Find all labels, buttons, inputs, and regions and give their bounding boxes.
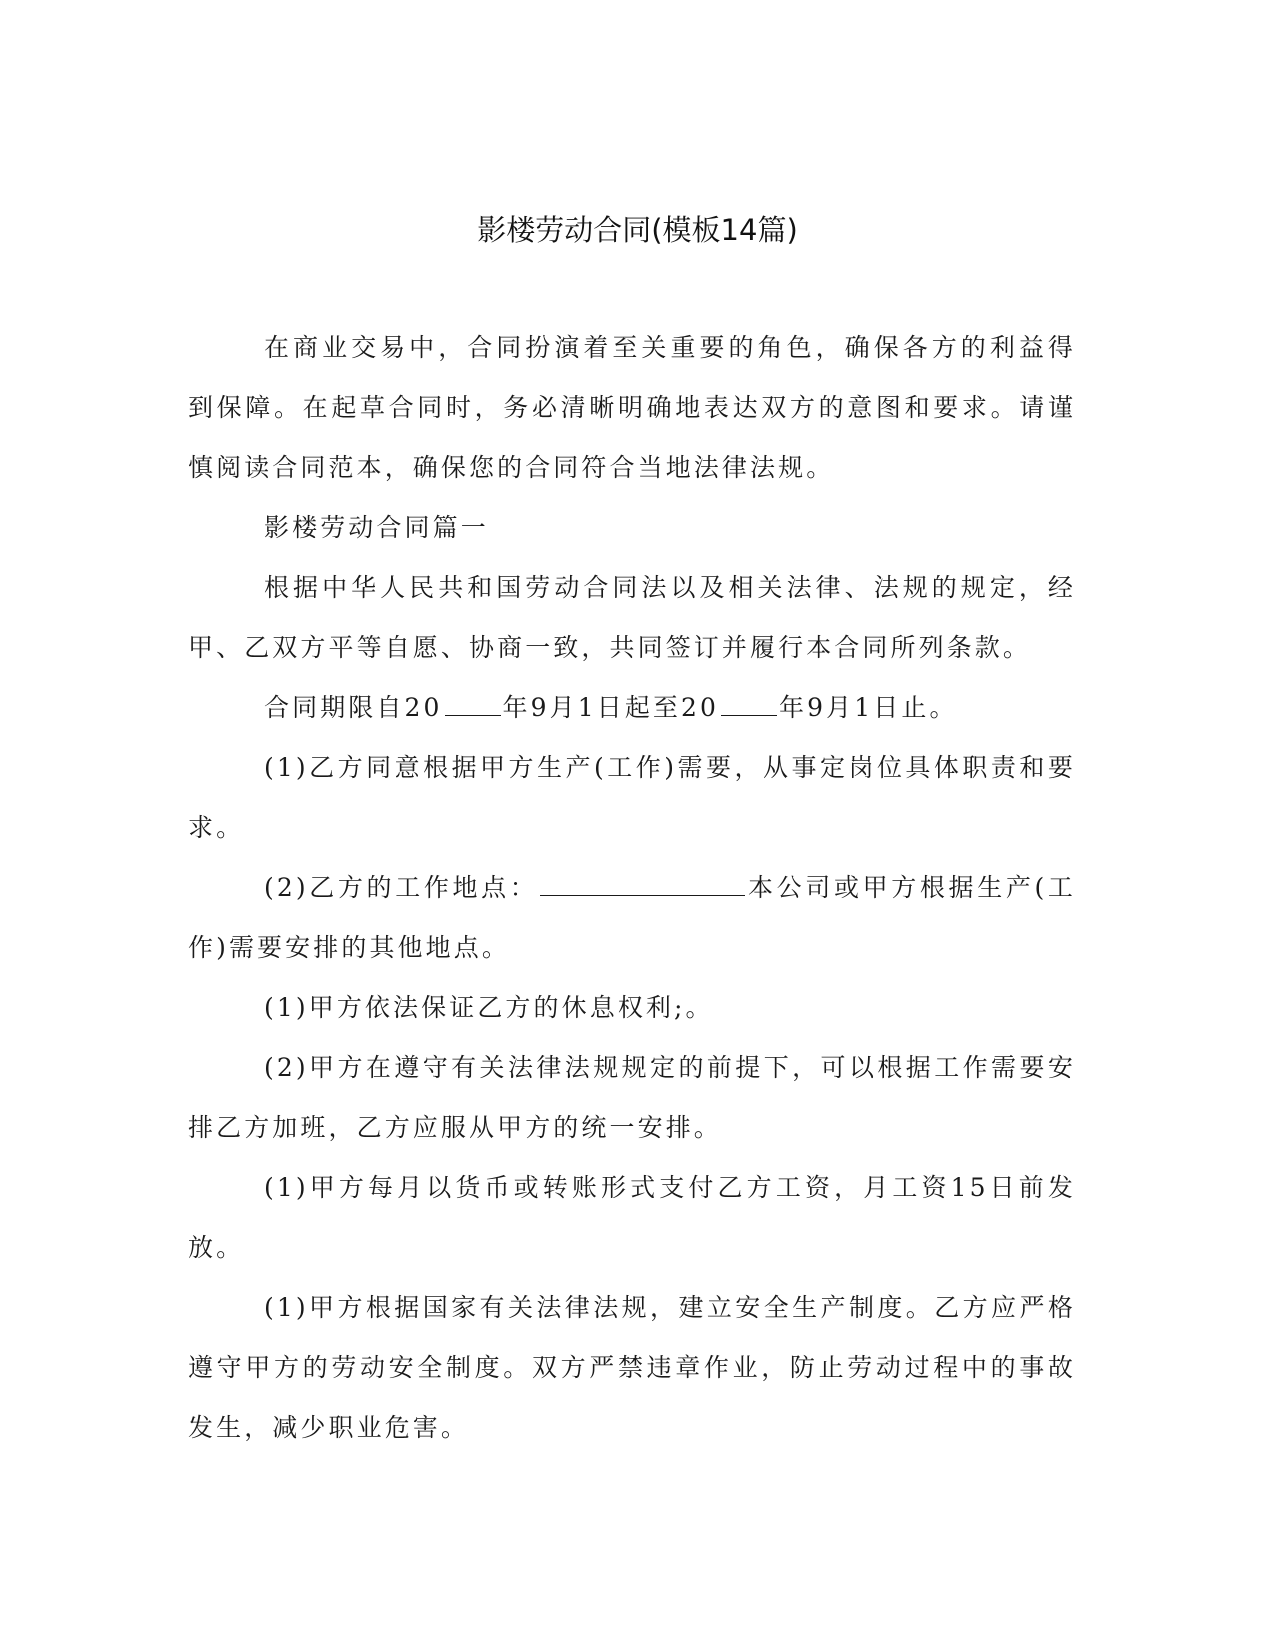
rest-paragraph-2: (2)甲方在遵守有关法律法规规定的前提下，可以根据工作需要安排乙方加班，乙方应服从甲方的统一安排。 [188, 1053, 1076, 1142]
intro-paragraph: 在商业交易中，合同扮演着至关重要的角色，确保各方的利益得到保障。在起草合同时，务必清晰明确地表达双方的意图和要求。请谨慎阅读合同范本，确保您的合同符合当地法律法规。 [188, 333, 1076, 482]
safety-paragraph: (1)甲方根据国家有关法律法规，建立安全生产制度。乙方应严格遵守甲方的劳动安全制度。双方严禁违章作业，防止劳动过程中的事故发生，减少职业危害。 [188, 1293, 1076, 1442]
work-place-paragraph [188, 858, 1076, 978]
term-start-year-blank [445, 691, 501, 716]
term-text-middle: 年9月1日起至20 [502, 693, 720, 722]
section-heading: 影楼劳动合同篇一 [264, 513, 489, 542]
work-place-label: (2)乙方的工作地点： [264, 873, 539, 902]
rest-paragraph-1: (1)甲方依法保证乙方的休息权利;。 [264, 993, 714, 1022]
work-place-blank [540, 871, 745, 896]
duty-paragraph: (1)乙方同意根据甲方生产(工作)需要，从事定岗位具体职责和要求。 [188, 753, 1076, 842]
document-title: 影楼劳动合同(模板14篇) [477, 213, 798, 247]
term-text-end: 年9月1日止。 [779, 693, 958, 722]
basis-paragraph: 根据中华人民共和国劳动合同法以及相关法律、法规的规定，经甲、乙双方平等自愿、协商一致，共同签订并履行本合同所列条款。 [188, 573, 1076, 662]
wage-paragraph: (1)甲方每月以货币或转账形式支付乙方工资，月工资15日前发放。 [188, 1173, 1076, 1262]
contract-term-paragraph [188, 678, 1076, 738]
work-place-text: 本公司或甲方根据生产(工作)需要安排的其他地点。 [188, 873, 1076, 962]
document-body [188, 318, 1076, 1458]
term-end-year-blank [721, 691, 777, 716]
term-text-start: 合同期限自20 [264, 693, 443, 722]
